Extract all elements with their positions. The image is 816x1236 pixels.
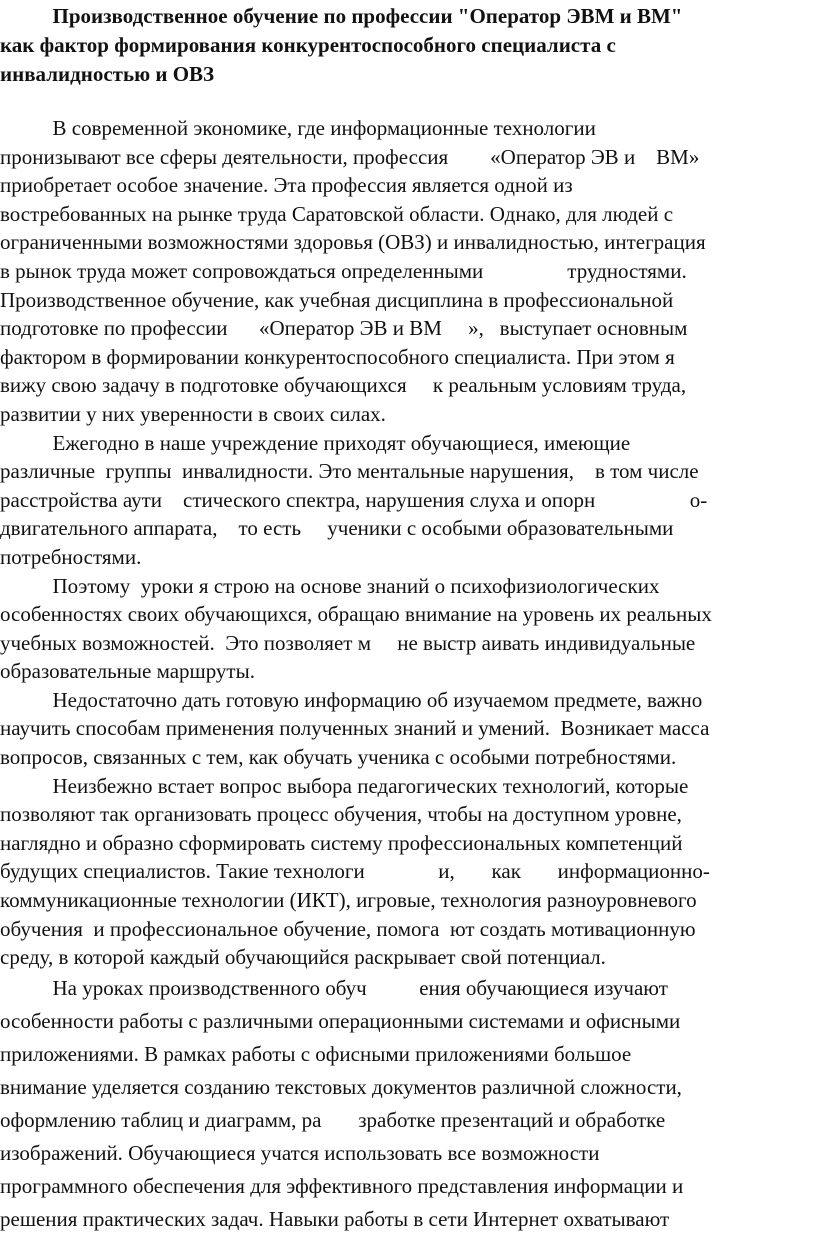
title-line: как фактор формирования конкурентоспособного специалиста с [0,33,616,57]
text-line: В современной экономике, где информационные технологии [0,116,596,140]
text-line: фактором в формировании конкурентоспособного специалиста. При этом я [0,344,675,369]
text-line: оформлению таблиц и диаграмм, ра зработке презентаций и обработке [0,1107,666,1132]
title-line: инвалидностью и ОВЗ [0,62,215,86]
paragraph-production-lessons [0,972,816,1236]
paragraph-technologies [0,772,816,972]
paragraph-intro [0,114,816,429]
text-line: вопросов, связанных с тем, как обучать ученика с особыми потребностями. [0,745,677,770]
text-line: подготовке по профессии «Оператор ЭВ и ВМ », выступает основным [0,316,688,341]
text-line: Поэтому уроки я строю на основе знаний о психофизиологических [0,573,660,598]
text-line: особенности работы с различными операционными системами и офисными [0,1008,681,1033]
title-line: Производственное обучение по профессии "Оператор ЭВМ и ВМ" [0,4,683,28]
text-line: изображений. Обучающиеся учатся использовать все возможности [0,1140,600,1165]
text-line: востребованных на рынке труда Саратовской области. Однако, для людей с [0,201,674,226]
text-line: Неизбежно встает вопрос выбора педагогических технологий, которые [0,773,689,798]
paragraph-lessons [0,572,816,686]
text-line: особенностях своих обучающихся, обращаю внимание на уровень их реальных [0,602,712,627]
text-line: вижу свою задачу в подготовке обучающихся к реальным условиям труда, [0,373,687,398]
text-line: Недостаточно дать готовую информацию об изучаемом предмете, важно [0,687,703,712]
text-line: коммуникационные технологии (ИКТ), игровые, технология разноуровневого [0,888,697,913]
text-line: ограниченными возможностями здоровья (ОВЗ) и инвалидностью, интеграция [0,230,706,255]
text-line: решения практических задач. Навыки работы в сети Интернет охватывают [0,1206,670,1231]
document-title [0,2,816,89]
text-line: обучения и профессиональное обучение, помога ют создать мотивационную [0,916,696,941]
text-line: наглядно и образно сформировать систему профессиональных компетенций [0,830,683,855]
text-line: Ежегодно в наше учреждение приходят обучающиеся, имеющие [0,430,631,455]
text-line: среду, в которой каждый обучающийся раскрывает свой потенциал. [0,945,606,970]
text-line: приложениями. В рамках работы с офисными приложениями большое [0,1041,632,1066]
text-line: будущих специалистов. Такие технологи и, как информационно- [0,859,710,884]
paragraph-students [0,429,816,572]
text-line: двигательного аппарата, то есть ученики с особыми образовательными [0,516,674,541]
paragraph-skills [0,686,816,772]
text-line: На уроках производственного обуч ения обучающиеся изучают [0,975,668,1000]
text-line: приобретает особое значение. Эта профессия является одной из [0,173,573,198]
text-line: в рынок труда может сопровождаться определенными трудностями. [0,258,687,283]
text-line: научить способам применения полученных знаний и умений. Возникает масса [0,716,710,741]
text-line: образовательные маршруты. [0,659,255,684]
text-line: учебных возможностей. Это позволяет м не выстр аивать индивидуальные [0,630,696,655]
text-line: потребностями. [0,544,142,569]
text-line: программного обеспечения для эффективного представления информации и [0,1173,684,1198]
text-line: позволяют так организовать процесс обучения, чтобы на доступном уровне, [0,802,682,827]
document-body [0,114,816,1236]
text-line: развитии у них уверенности в своих силах. [0,401,386,426]
text-line: внимание уделяется созданию текстовых документов различной сложности, [0,1074,682,1099]
text-line: пронизывают все сферы деятельности, профессия «Оператор ЭВ и ВМ» [0,144,700,169]
text-line: Производственное обучение, как учебная дисциплина в профессиональной [0,287,674,312]
text-line: расстройства аути стического спектра, нарушения слуха и опорн о- [0,487,708,512]
text-line: различные группы инвалидности. Это ментальные нарушения, в том числе [0,459,699,484]
